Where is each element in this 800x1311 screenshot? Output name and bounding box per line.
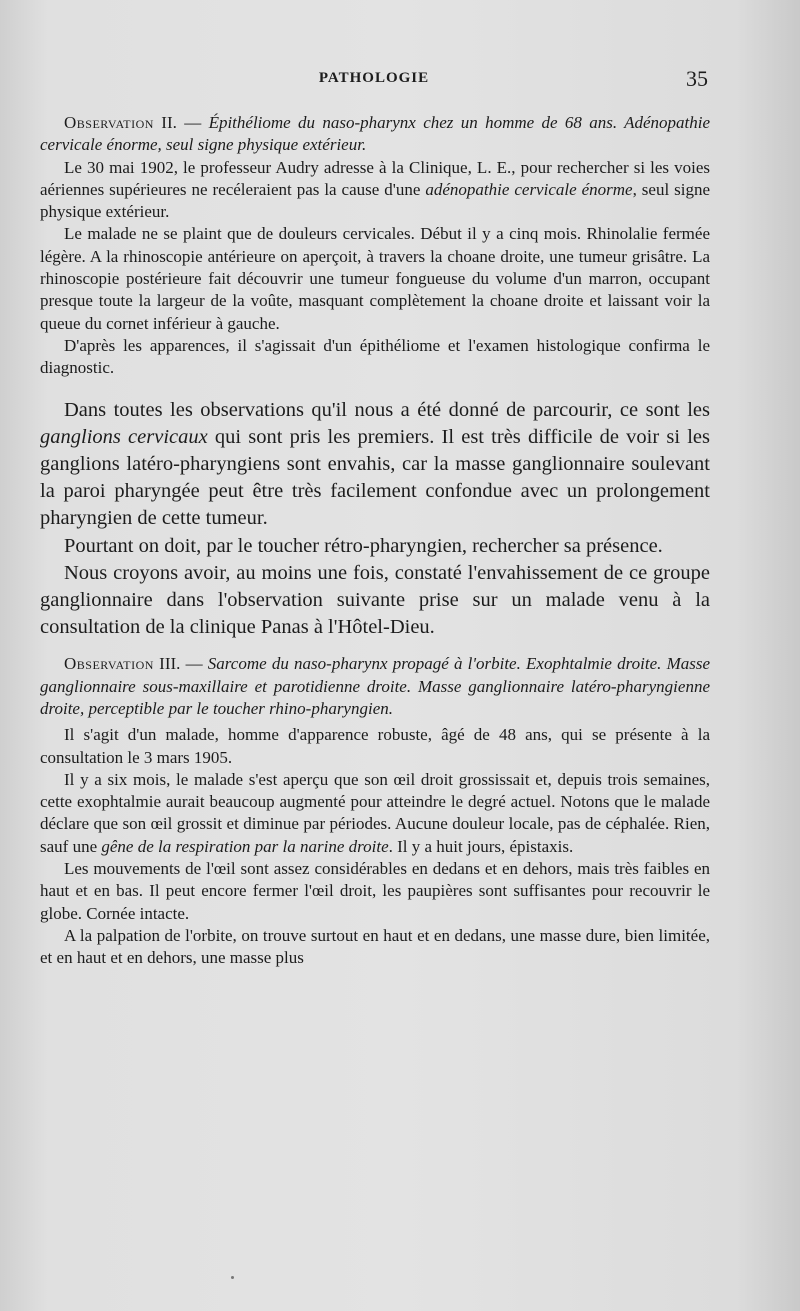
dash: — <box>184 113 202 132</box>
text-run: . Il y a huit jours, épistaxis. <box>388 836 574 856</box>
observation-label: Observation <box>64 654 154 674</box>
text-run: Dans toutes les observations qu'il nous a été donné de parcourir, ce sont les <box>64 398 710 421</box>
observation-label: Observation <box>64 113 154 132</box>
text-run: Il y a six mois, le malade s'est aperçu que son œil droit grossissait et, depuis trois semaines, cette exophtalmie aurait beaucoup augmenté pour atteindre le degré actuel. Notons que le malade déclare que son œil grossit et diminue par périodes. Aucune douleur locale, pas de céphalée. Rien, sauf une <box>40 769 710 856</box>
observation-number: II. <box>161 113 177 132</box>
ink-speck <box>231 1276 234 1279</box>
observation-3-paragraph: Les mouvements de l'œil sont assez considérables en dedans et en dehors, mais très faibles en haut et en bas. Il peut encore fermer l'œil droit, les paupières sont suffisantes pour recouvrir le globe. Cornée intacte. <box>40 859 710 923</box>
observation-title: Épithéliome du naso-pharynx chez un homme de 68 ans. Adénopathie cervicale énorme, seul signe physique extérieur. <box>40 113 711 155</box>
page-number: 35 <box>686 66 708 91</box>
observation-3-paragraph: A la palpation de l'orbite, on trouve surtout en haut et en dedans, une masse dure, bien limitée, et en haut et en dehors, une masse plus <box>40 925 710 968</box>
main-paragraph: Nous croyons avoir, au moins une fois, constaté l'envahissement de ce groupe ganglionnaire dans l'observation suivante prise sur un malade venu à la consultation de la clinique Panas à l'Hôtel-Dieu. <box>40 561 710 639</box>
observation-3-paragraph: Il s'agit d'un malade, homme d'apparence robuste, âgé de 48 ans, qui se présente à la consultation le 3 mars 1905. <box>40 725 710 767</box>
running-title: PATHOLOGIE <box>318 70 430 86</box>
observation-2-paragraph <box>40 157 710 224</box>
emphasis: ganglions cervicaux <box>40 425 208 448</box>
page-header <box>40 66 708 96</box>
observation-3-heading <box>40 653 710 720</box>
emphasis: adénopathie cervicale énorme <box>425 179 633 199</box>
dash: — <box>185 654 203 674</box>
observation-2-heading <box>40 112 710 157</box>
main-paragraph: Pourtant on doit, par le toucher rétro-pharyngien, rechercher sa présence. <box>64 534 663 557</box>
observation-title: Sarcome du naso-pharynx propagé à l'orbite. Exophtalmie droite. Masse ganglionnaire sous-maxillaire et parotidienne droite. Masse ganglionnaire latéro-pharyngienne droite, perceptible par le toucher rhino-pharyngien. <box>40 654 711 718</box>
text-run: , seul signe physique extérieur. <box>40 179 711 222</box>
observation-2-paragraph: Le malade ne se plaint que de douleurs cervicales. Début il y a cinq mois. Rhinolalie fermée légère. A la rhinoscopie antérieure on aperçoit, à travers la choane droite, une tumeur grisâtre. La rhinoscopie postérieure fait découvrir une tumeur fongueuse du volume d'un marron, occupant presque toute la largeur de la voûte, masquant complètement la choane droite et laissant voir la queue du cornet inférieur à gauche. <box>40 224 710 333</box>
main-paragraph <box>40 397 710 533</box>
observation-3-paragraph <box>40 769 710 858</box>
observation-number: III. <box>159 654 181 674</box>
page-body <box>40 112 710 970</box>
emphasis: gêne de la respiration par la narine droite <box>101 836 389 856</box>
text-run: qui sont pris les premiers. Il est très difficile de voir si les ganglions latéro-pharyngiens sont envahis, car la masse ganglionnaire soulevant la paroi pharyngée peut être très facilement confondue avec un prolongement pharyngien de cette tumeur. <box>40 425 710 530</box>
text-run: Le 30 mai 1902, le professeur Audry adresse à la Clinique, L. E., pour rechercher si les voies aériennes supérieures ne recéleraient pas la cause d'une <box>40 157 710 199</box>
observation-2-paragraph: D'après les apparences, il s'agissait d'un épithéliome et l'examen histologique confirma le diagnostic. <box>40 335 710 378</box>
